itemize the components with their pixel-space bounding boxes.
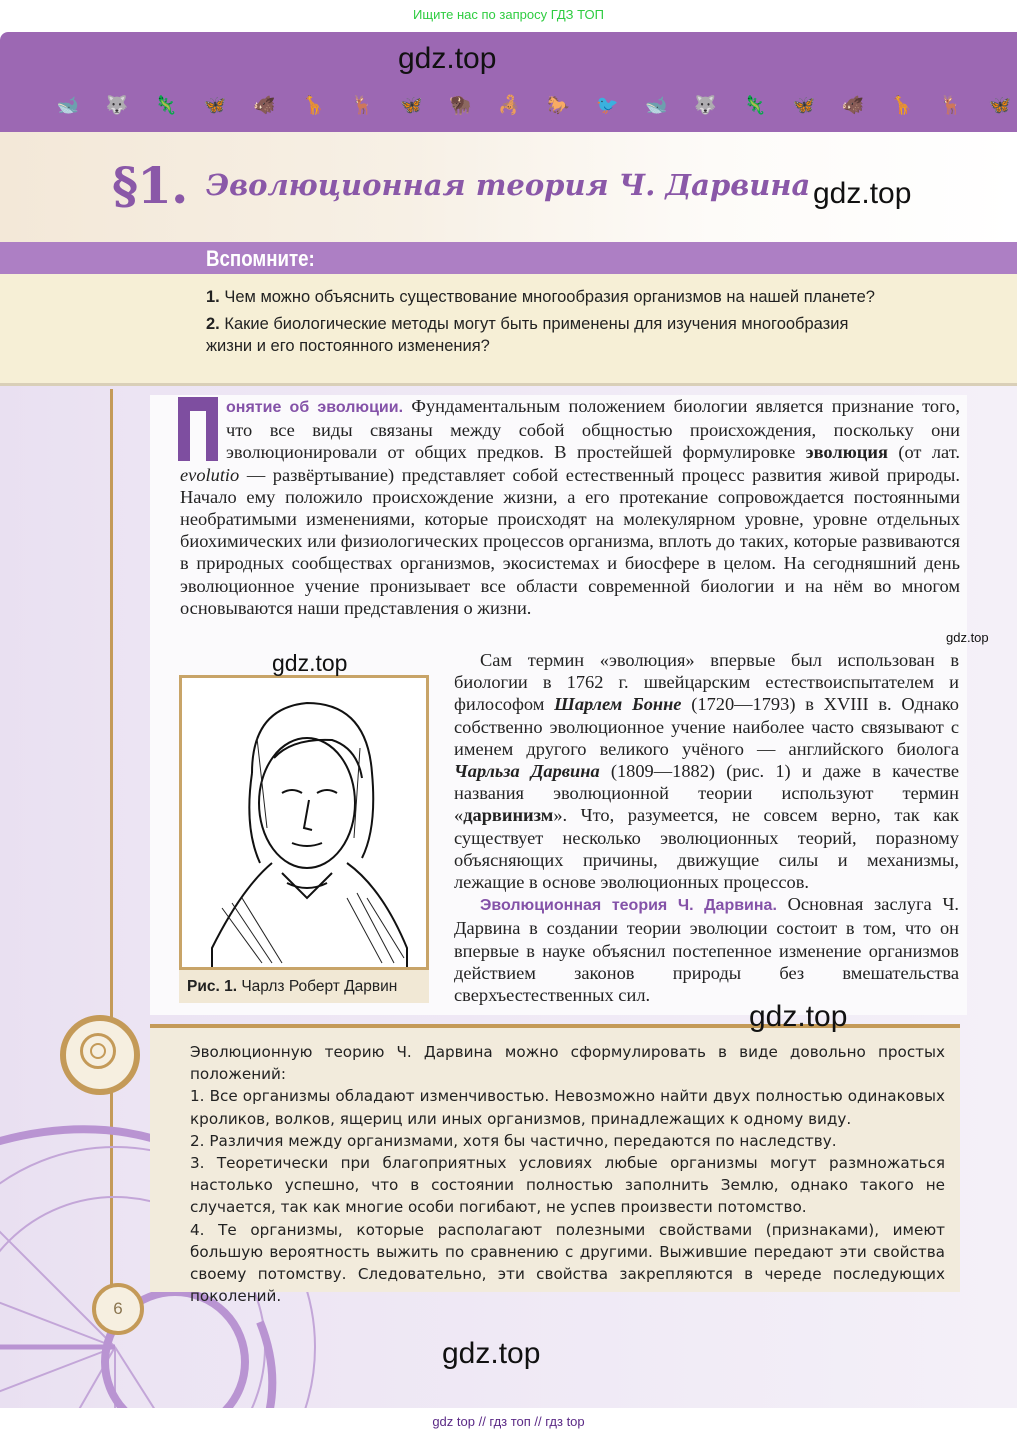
term-paragraph	[454, 649, 959, 893]
watermark: gdz.top	[272, 650, 348, 676]
bold-term: дарвинизм	[463, 805, 554, 826]
antelope-icon: 🦌	[939, 95, 963, 116]
question-number: 2.	[206, 315, 220, 333]
body-text: Фундаментальным положением биологии является признание того, что все виды связаны между собой общностью происхождения, поскольку они эволюционировали от общих предков. В простейшей формулировке	[226, 396, 960, 463]
recall-header	[0, 242, 1017, 274]
butterfly-icon: 🦋	[400, 95, 423, 116]
scorpion-icon: 🦂	[498, 95, 521, 116]
body-text: Основная заслуга Ч. Дарвина в создании теории эволюции состоит в том, что он впервые в науке объяснил постепенное изменение организмов действием законов природы без вмешательства сверхъестественных сил.	[454, 894, 959, 1006]
bison-icon: 🦬	[449, 95, 472, 116]
body-text: ». Что, разумеется, не совсем верно, так как существует несколько эволюционных теорий, поразному объясняющих причины, движущие силы и механизмы, лежащие в основе эволюционных процессов.	[454, 805, 959, 893]
person-name: Чарльза Дарвина	[454, 761, 600, 782]
recall-label: Вспомните:	[206, 246, 315, 271]
summary-point: 1. Все организмы обладают изменчивостью. Невозможно найти двух полностью одинаковых кроликов, волков, ящериц или иных организмов, принадлежащих к одному виду.	[190, 1087, 945, 1128]
question-number: 1.	[206, 288, 220, 306]
hyena-icon: 🐺	[105, 95, 129, 116]
figure-caption	[179, 970, 429, 1003]
watermark: gdz.top	[813, 177, 912, 210]
lizard-icon: 🦎	[154, 95, 178, 116]
figure-darwin-portrait	[179, 675, 429, 1005]
horse-icon: 🐎	[547, 95, 570, 116]
summary-point: 4. Те организмы, которые располагают полезными свойствами (признаками), имеют большую вероятность выжить по сравнению с другими. Выжившие передают эти свойства своему потомству. Следовательно, эти свойства закрепляются в череде последующих поколений.	[190, 1220, 945, 1306]
whale-icon: 🐋	[645, 95, 668, 116]
question-text: Какие биологические методы могут быть применены для изучения многообразия жизни и его постоянного изменения?	[206, 315, 849, 355]
recall-question	[206, 313, 886, 357]
right-text-column	[454, 649, 959, 1006]
summary-point: 2. Различия между организмами, хотя бы частично, передаются по наследству.	[190, 1131, 837, 1150]
question-text: Чем можно объяснить существование многообразия организмов на нашей планете?	[224, 288, 875, 306]
section-number: §1.	[112, 156, 188, 215]
giraffe-icon: 🦒	[890, 95, 913, 116]
antelope-icon: 🦌	[351, 95, 374, 116]
watermark: gdz.top	[749, 1000, 848, 1033]
dropcap-letter	[178, 397, 218, 461]
intro-paragraph	[180, 395, 960, 619]
body-text: (1720—1793) в XVIII в. Однако собственно эволюционное учение наиболее часто связывают с именем другого великого учёного — английского биолога	[454, 694, 959, 759]
giraffe-icon: 🦒	[302, 95, 325, 116]
page-title: Эволюционная теория Ч. Дарвина	[206, 168, 811, 202]
watermark: gdz.top	[398, 42, 497, 75]
summary-intro: Эволюционную теорию Ч. Дарвина можно сформулировать в виде довольно простых положений:	[190, 1043, 945, 1084]
moth-icon: 🦋	[792, 95, 815, 116]
person-name: Шарлем Бонне	[554, 694, 682, 715]
body-text: — развёртывание) представляет собой естественный процесс развития живой природы. Начало ему положило происхождение жизни, а его протекание сопровождается постоянными необратимыми изменениями, которые происходят на молекулярном уровне, уровне отдельных биохимических или физиологических процессов организма, вплоть до таких, которые развиваются в природных сообществах организмов, экосистемах и биосфере в целом. На сегодняшний день эволюционное учение пронизывает все области современной биологии и на нём во многом основываются наши представления о жизни.	[180, 464, 960, 618]
hyena-icon: 🐺	[694, 95, 717, 116]
summary-box	[150, 1024, 960, 1306]
boar-icon: 🐗	[252, 95, 276, 116]
animal-silhouette-row	[54, 95, 1014, 117]
header-band	[0, 32, 1017, 132]
portrait-frame	[179, 675, 429, 970]
figure-label: Рис. 1.	[187, 978, 238, 995]
boar-icon: 🐗	[841, 95, 864, 116]
run-in-heading: Эволюционная теория Ч. Дарвина.	[480, 897, 777, 915]
footer-links[interactable]: gdz top // гдз топ // гдз top	[432, 1414, 585, 1429]
whale-icon: 🐋	[56, 95, 80, 116]
run-in-heading: онятие об эволюции.	[226, 399, 404, 416]
page-number: 6	[92, 1283, 144, 1335]
body-text: Сам термин «эволюция» впервые был использован в биологии в 1762 г. швейцарским естествоиспытателем и философом	[454, 650, 959, 715]
moth-icon: 🦋	[203, 95, 227, 116]
latin-term: evolutio	[180, 464, 240, 485]
butterfly-icon: 🦋	[988, 95, 1012, 116]
body-text: (от лат.	[887, 442, 960, 463]
lizard-icon: 🦎	[743, 95, 766, 116]
watermark: gdz.top	[442, 1337, 541, 1370]
watermark: gdz.top	[946, 630, 989, 645]
bold-term: эволюция	[805, 442, 888, 463]
recall-question	[206, 286, 886, 308]
summary-point: 3. Теоретически при благоприятных условиях любые организмы могут размножаться настолько успешно, что в состоянии полностью заполнить Землю, однако такого не случается, так как многие особи погибают, не успев произвести потомство.	[190, 1154, 945, 1217]
recall-questions	[0, 274, 1017, 386]
darwin-portrait-icon	[182, 678, 426, 967]
search-banner[interactable]: Ищите нас по запросу ГДЗ ТОП	[413, 7, 604, 22]
figure-caption-text: Чарлз Роберт Дарвин	[237, 978, 398, 995]
bird-icon: 🐦	[596, 95, 619, 116]
scroll-ornament-icon	[60, 1015, 140, 1095]
theory-paragraph	[454, 893, 959, 1006]
body-text: (1809—1882) (рис. 1) и даже в качестве названия эволюционной теории используют термин «	[454, 761, 959, 826]
